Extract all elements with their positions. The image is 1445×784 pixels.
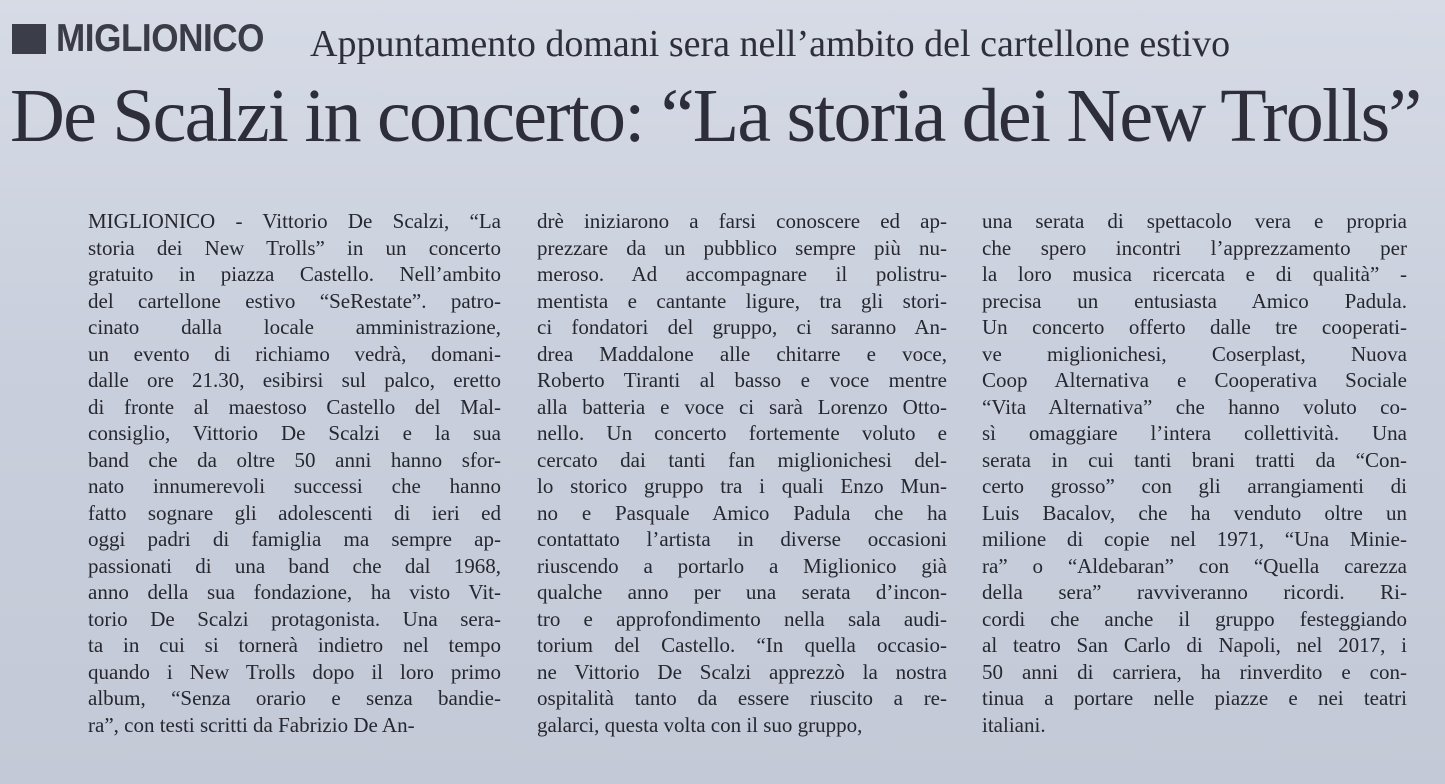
text-line: dalle ore 21.30, esibirsi sul palco, eretto (88, 368, 501, 392)
text-line: Roberto Tiranti al basso e voce mentre (537, 368, 947, 392)
text-line: ospitalità tanto da essere riuscito a re- (537, 686, 947, 710)
text-line: milione di copie nel 1971, “Una Minie- (982, 527, 1407, 551)
article-header (10, 14, 1435, 74)
text-line: band che da oltre 50 anni hanno sfor- (88, 447, 501, 472)
text-line: che spero incontri l’apprezzamento per (982, 235, 1407, 260)
text-line: tinua a portare nelle piazze e nei teatri (982, 686, 1407, 710)
text-line: nato innumerevoli successi che hanno (88, 474, 501, 498)
text-line: meroso. Ad accompagnare il polistru- (537, 262, 947, 286)
text-line: ra”, con testi scritti da Fabrizio De An- (88, 712, 415, 737)
text-line: Luis Bacalov, che ha venduto oltre un (982, 500, 1407, 525)
text-line: della sera” ravviveranno ricordi. Ri- (982, 580, 1407, 604)
text-line: album, “Senza orario e senza bandie- (88, 686, 501, 710)
text-line: italiani. (982, 712, 1046, 737)
article-headline: De Scalzi in concerto: “La storia dei New Trolls” (10, 74, 1421, 158)
text-line: lo storico gruppo tra i quali Enzo Mun- (537, 474, 947, 498)
text-line: del cartellone estivo “SeRestate”. patro- (88, 288, 501, 313)
text-line: qualche anno per una serata d’incon- (537, 580, 947, 604)
text-line: gratuito in piazza Castello. Nell’ambito (88, 262, 501, 286)
text-line: ve miglionichesi, Coserplast, Nuova (982, 341, 1407, 366)
kicker-location: MIGLIONICO (56, 17, 265, 60)
article-column-2 (537, 208, 947, 738)
text-line: ra” o “Aldebaran” con “Quella carezza (982, 553, 1407, 578)
text-line: prezzare da un pubblico sempre più nu- (537, 235, 947, 260)
article-column-1 (88, 208, 501, 738)
text-line: di fronte al maestoso Castello del Mal- (88, 394, 501, 419)
text-line: torium del Castello. “In quella occasio- (537, 633, 947, 657)
text-line: quando i New Trolls dopo il loro primo (88, 659, 501, 684)
text-line: serata in cui tanti brani tratti da “Con- (982, 447, 1407, 472)
text-line: un evento di richiamo vedrà, domani- (88, 341, 501, 366)
text-line: Coop Alternativa e Cooperativa Sociale (982, 368, 1407, 392)
text-line: passionati di una band che dal 1968, (88, 553, 501, 578)
text-line: contattato l’artista in diverse occasioni (537, 527, 947, 551)
text-line: storia dei New Trolls” in un concerto (88, 235, 501, 260)
text-line: ta in cui si tornerà indietro nel tempo (88, 633, 501, 657)
text-line: consiglio, Vittorio De Scalzi e la sua (88, 421, 501, 445)
text-line: sì omaggiare l’intera collettività. Una (982, 421, 1407, 445)
text-line: MIGLIONICO - Vittorio De Scalzi, “La (88, 209, 501, 233)
text-line: “Vita Alternativa” che hanno voluto co- (982, 394, 1407, 419)
text-line: ci fondatori del gruppo, ci saranno An- (537, 315, 947, 339)
text-line: cinato dalla locale amministrazione, (88, 315, 501, 339)
text-line: torio De Scalzi protagonista. Una sera- (88, 606, 501, 631)
text-line: una serata di spettacolo vera e propria (982, 209, 1407, 233)
text-line: anno della sua fondazione, ha visto Vit- (88, 580, 501, 604)
text-line: drè iniziarono a farsi conoscere ed ap- (537, 209, 947, 233)
kicker-square-mark (12, 24, 46, 54)
text-line: oggi padri di famiglia ma sempre ap- (88, 527, 501, 551)
text-line: nello. Un concerto fortemente voluto e (537, 421, 947, 445)
article-subtitle: Appuntamento domani sera nell’ambito del cartellone estivo (310, 23, 1231, 65)
article-column-3 (982, 208, 1407, 738)
text-line: precisa un entusiasta Amico Padula. (982, 288, 1407, 313)
text-line: tro e approfondimento nella sala audi- (537, 606, 947, 631)
text-line: drea Maddalone alle chitarre e voce, (537, 341, 947, 366)
text-line: la loro musica ricercata e di qualità” - (982, 262, 1407, 286)
text-line: cercato dai tanti fan miglionichesi del- (537, 447, 947, 472)
text-line: mentista e cantante ligure, tra gli stori- (537, 288, 947, 313)
text-line: ne Vittorio De Scalzi apprezzò la nostra (537, 659, 947, 684)
text-line: alla batteria e voce ci sarà Lorenzo Otto- (537, 394, 947, 419)
text-line: 50 anni di carriera, ha rinverdito e con- (982, 659, 1407, 684)
text-line: no e Pasquale Amico Padula che ha (537, 500, 947, 525)
text-line: al teatro San Carlo di Napoli, nel 2017, i (982, 633, 1407, 657)
text-line: fatto sognare gli adolescenti di ieri ed (88, 500, 501, 525)
text-line: Un concerto offerto dalle tre cooperati- (982, 315, 1407, 339)
text-line: galarci, questa volta con il suo gruppo, (537, 712, 863, 737)
text-line: certo grosso” con gli arrangiamenti di (982, 474, 1407, 498)
text-line: cordi che anche il gruppo festeggiando (982, 606, 1407, 631)
text-line: riuscendo a portarlo a Miglionico già (537, 553, 947, 578)
